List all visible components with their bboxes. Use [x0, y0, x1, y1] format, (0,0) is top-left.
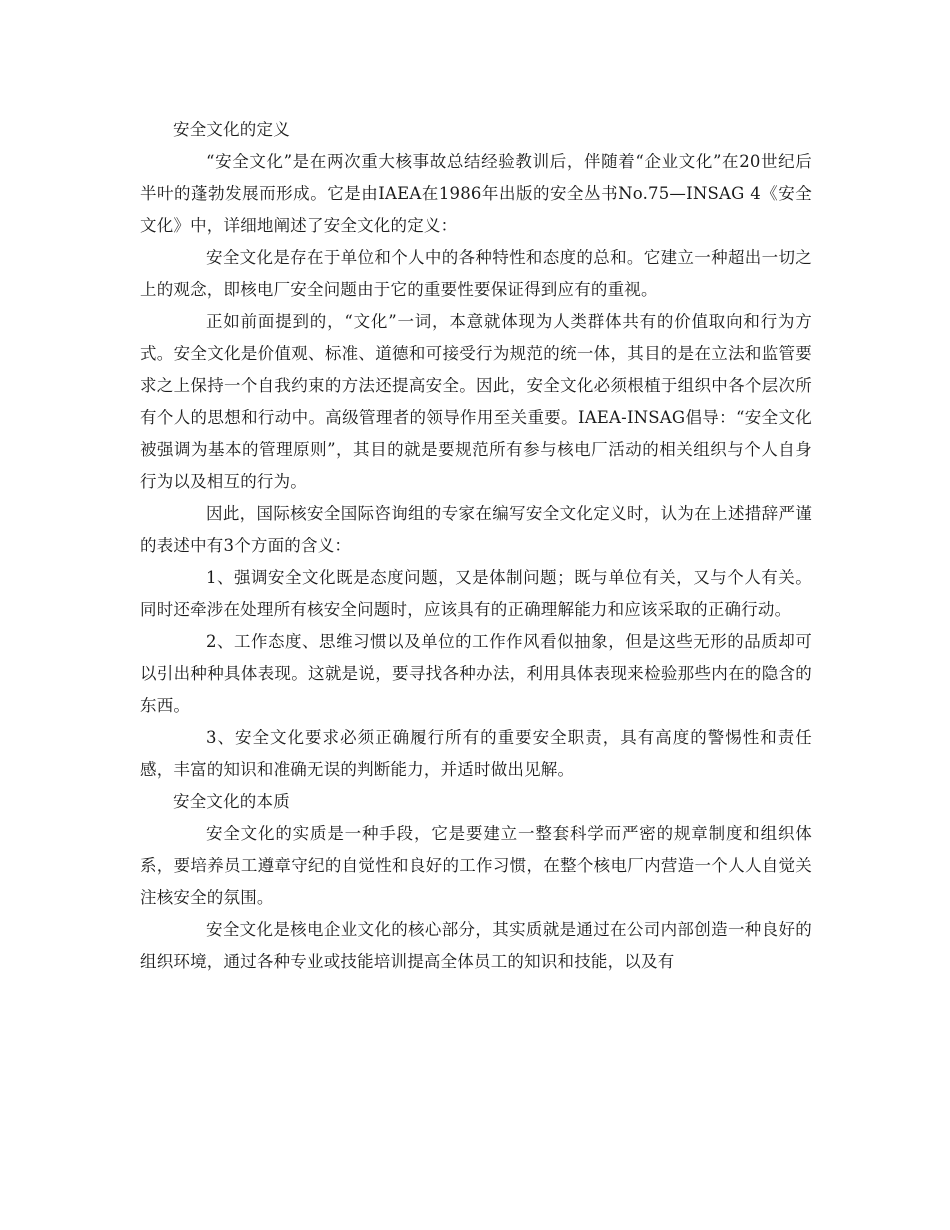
list-item-3: 3、安全文化要求必须正确履行所有的重要安全职责，具有高度的警惕性和责任感，丰富的知识和准确无误的判断能力，并适时做出见解。	[140, 728, 812, 779]
list-item-2: 2、工作态度、思维习惯以及单位的工作作风看似抽象，但是这些无形的品质却可以引出种种具体表现。这就是说，要寻找各种办法，利用具体表现来检验那些内在的隐含的东西。	[140, 632, 812, 715]
document-body	[140, 114, 812, 978]
list-item-1: 1、强调安全文化既是态度问题，又是体制问题；既与单位有关，又与个人有关。同时还牵涉在处理所有核安全问题时，应该具有的正确理解能力和应该采取的正确行动。	[140, 568, 812, 619]
paragraph: 安全文化的实质是一种手段，它是要建立一整套科学而严密的规章制度和组织体系，要培养员工遵章守纪的自觉性和良好的工作习惯，在整个核电厂内营造一个人人自觉关注核安全的氛围。	[140, 824, 812, 907]
paragraph: 正如前面提到的，“文化”一词，本意就体现为人类群体共有的价值取向和行为方式。安全文化是价值观、标准、道德和可接受行为规范的统一体，其目的是在立法和监管要求之上保持一个自我约束的方法还提高安全。因此，安全文化必须根植于组织中各个层次所有个人的思想和行动中。高级管理者的领导作用至关重要。IAEA-INSAG倡导：“安全文化被强调为基本的管理原则”，其目的就是要规范所有参与核电厂活动的相关组织与个人自身行为以及相互的行为。	[140, 312, 812, 491]
paragraph: 因此，国际核安全国际咨询组的专家在编写安全文化定义时，认为在上述措辞严谨的表述中有3个方面的含义：	[140, 504, 812, 555]
paragraph: 安全文化是存在于单位和个人中的各种特性和态度的总和。它建立一种超出一切之上的观念，即核电厂安全问题由于它的重要性要保证得到应有的重视。	[140, 248, 812, 299]
section-heading-essence: 安全文化的本质	[173, 792, 290, 811]
paragraph: “安全文化”是在两次重大核事故总结经验教训后，伴随着“企业文化”在20世纪后半叶的蓬勃发展而形成。它是由IAEA在1986年出版的安全丛书No.75—INSAG 4《安全文化》中，详细地阐述了安全文化的定义：	[140, 152, 812, 235]
section-heading-definition: 安全文化的定义	[173, 120, 290, 139]
paragraph: 安全文化是核电企业文化的核心部分，其实质就是通过在公司内部创造一种良好的组织环境，通过各种专业或技能培训提高全体员工的知识和技能，以及有	[140, 920, 812, 971]
